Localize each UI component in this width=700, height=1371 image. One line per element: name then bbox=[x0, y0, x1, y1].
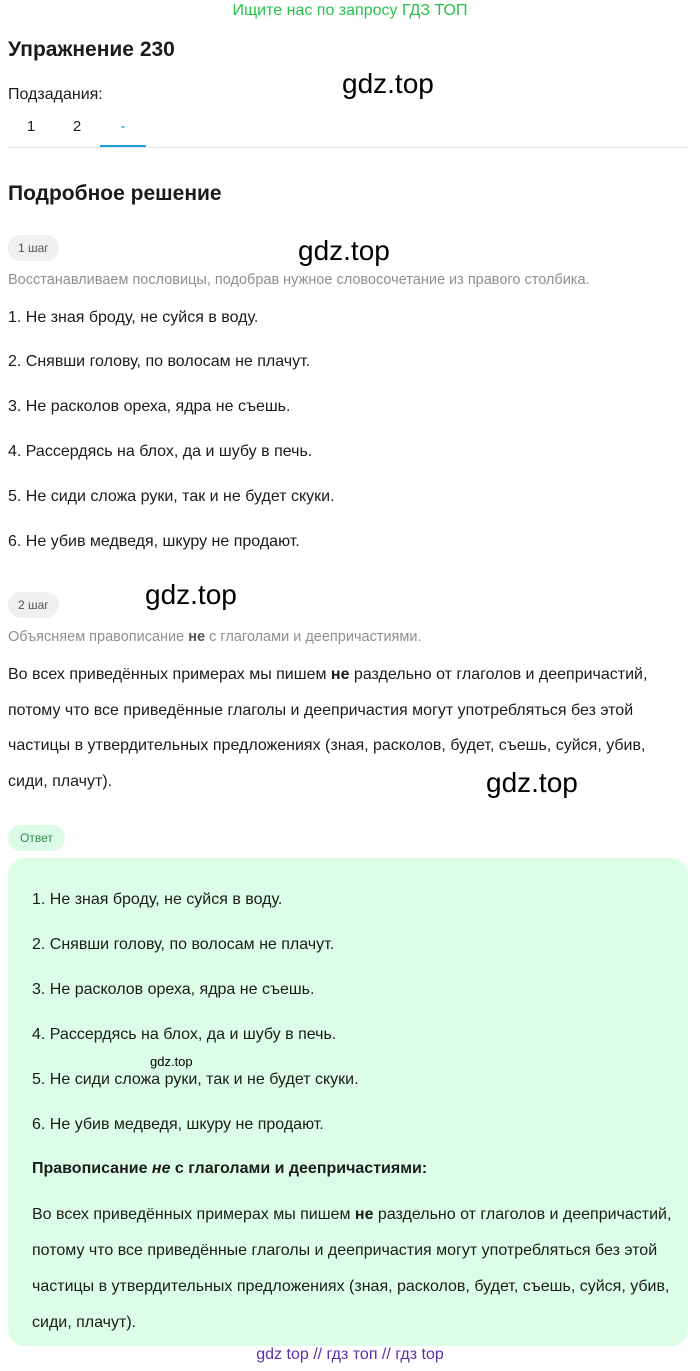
answer-line: 5. Не сиди сложа руки, так и не будет скуки. bbox=[32, 1071, 359, 1088]
answer-line: 1. Не зная броду, не суйся в воду. bbox=[32, 891, 283, 908]
exercise-title: Упражнение 230 bbox=[8, 38, 175, 61]
subtask-tabs bbox=[8, 110, 146, 148]
proverb-line: 4. Рассердясь на блох, да и шубу в печь. bbox=[8, 443, 313, 460]
step-2-explanation: Во всех приведённых примерах мы пишем не раздельно от глаголов и деепричастий, потому что все приведённые глаголы и деепричастия могут употребляться без этой частицы в утвердительных предложениях (зная, расколов, будет, съешь, суйся, убив, сиди, плачут). bbox=[8, 666, 648, 790]
solution-title: Подробное решение bbox=[8, 182, 222, 205]
step-1-description: Восстанавливаем пословицы, подобрав нужное словосочетание из правого столбика. bbox=[8, 272, 590, 288]
divider bbox=[8, 147, 688, 148]
answer-explanation: Во всех приведённых примерах мы пишем не раздельно от глаголов и деепричастий, потому что все приведённые глаголы и деепричастия могут употребляться без этой частицы в утвердительных предложениях (зная, расколов, будет, съешь, суйся, убив, сиди, плачут). bbox=[32, 1206, 672, 1331]
answer-line: 6. Не убив медведя, шкуру не продают. bbox=[32, 1116, 324, 1133]
footer-links[interactable]: gdz top // гдз топ // гдз top bbox=[256, 1346, 444, 1363]
proverb-line: 2. Снявши голову, по волосам не плачут. bbox=[8, 353, 311, 370]
answer-line: 2. Снявши голову, по волосам не плачут. bbox=[32, 936, 335, 953]
subtask-tab-1[interactable]: 1 bbox=[26, 118, 36, 135]
proverb-line: 1. Не зная броду, не суйся в воду. bbox=[8, 309, 259, 326]
step-1-badge: 1 шаг bbox=[8, 235, 59, 261]
proverb-line: 6. Не убив медведя, шкуру не продают. bbox=[8, 533, 300, 550]
watermark: gdz.top bbox=[298, 235, 390, 266]
top-banner[interactable]: Ищите нас по запросу ГДЗ ТОП bbox=[232, 2, 468, 19]
watermark: gdz.top bbox=[145, 579, 237, 610]
proverb-line: 5. Не сиди сложа руки, так и не будет скуки. bbox=[8, 488, 335, 505]
step-2-description: Объясняем правописание не с глаголами и деепричастиями. bbox=[8, 629, 422, 645]
answer-line: 3. Не расколов ореха, ядра не съешь. bbox=[32, 981, 315, 998]
answer-heading: Правописание не с глаголами и деепричастиями: bbox=[32, 1160, 428, 1177]
watermark: gdz.top bbox=[150, 1054, 193, 1069]
subtask-tab-3[interactable]: - bbox=[100, 110, 146, 147]
subtasks-label: Подзадания: bbox=[8, 86, 103, 103]
answer-line: 4. Рассердясь на блох, да и шубу в печь. bbox=[32, 1026, 337, 1043]
answer-badge: Ответ bbox=[8, 825, 65, 851]
step-2-badge: 2 шаг bbox=[8, 592, 59, 618]
watermark: gdz.top bbox=[486, 767, 578, 798]
proverb-line: 3. Не расколов ореха, ядра не съешь. bbox=[8, 398, 291, 415]
subtask-tab-2[interactable]: 2 bbox=[72, 118, 82, 135]
watermark: gdz.top bbox=[342, 68, 434, 99]
